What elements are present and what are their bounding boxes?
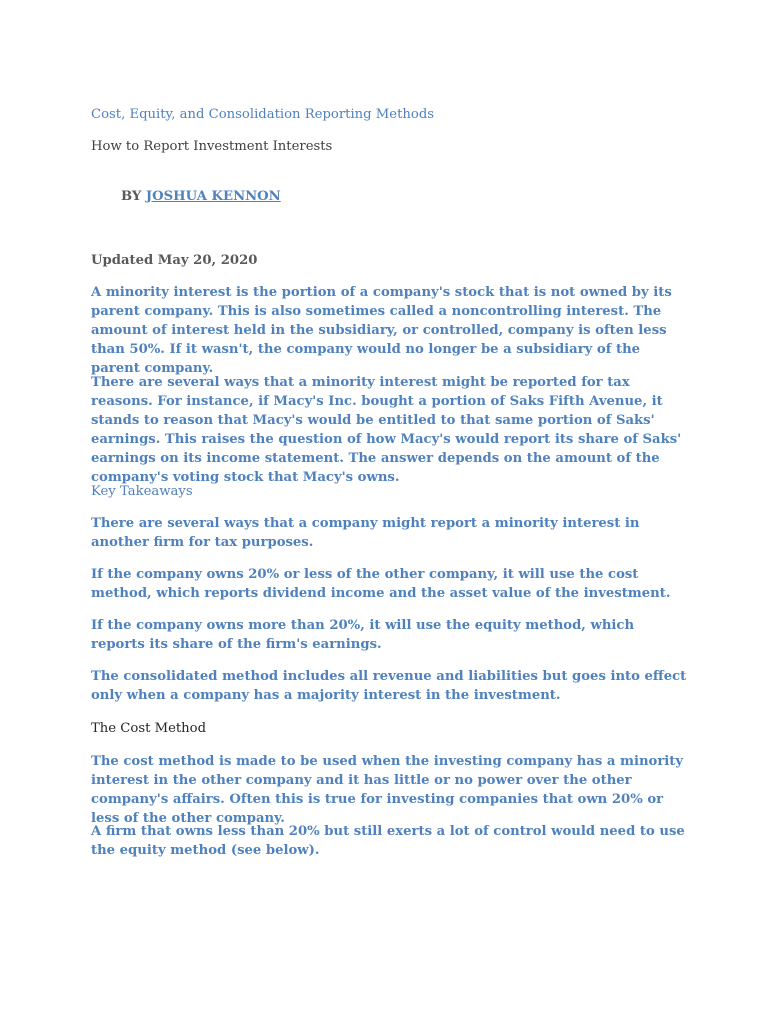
macys-example-paragraph: There are several ways that a minority interest might be reported for tax reasons. For instance, if Macy's Inc. bought a portion of Saks Fifth Avenue, it stands to reason that Macy's would be entitled to that same portion of Saks' earnings. This raises the question of how Macy's would report its share of Saks' earnings on its income statement. The answer depends on the amount of the company's voting stock that Macy's owns.: [91, 375, 682, 485]
cost-method-paragraph: The cost method is made to be used when the investing company has a minority interest in the other company and it has little or no power over the other company's affairs. Often this is true for investing companies that own 20% or less of the other company.: [91, 754, 684, 826]
takeaway-item: If the company owns more than 20%, it will use the equity method, which reports its share of the firm's earnings.: [91, 618, 635, 652]
cost-method-note-paragraph: A firm that owns less than 20% but still exerts a lot of control would need to use the equity method (see below).: [91, 824, 685, 858]
takeaway-item: There are several ways that a company might report a minority interest in another firm for tax purposes.: [91, 516, 640, 550]
intro-paragraph: A minority interest is the portion of a company's stock that is not owned by its parent company. This is also sometimes called a noncontrolling interest. The amount of interest held in the subsidiary, or controlled, company is often less than 50%. If it wasn't, the company would no longer be a subsidiary of the parent company.: [91, 285, 672, 376]
byline: [121, 187, 721, 206]
author-link[interactable]: JOSHUA KENNON: [145, 189, 281, 204]
document-subtitle: How to Report Investment Interests: [91, 139, 333, 154]
updated-date: Updated May 20, 2020: [91, 253, 258, 268]
key-takeaways-heading: Key Takeaways: [91, 484, 193, 499]
takeaway-item: The consolidated method includes all revenue and liabilities but goes into effect only when a company has a majority interest in the investment.: [91, 669, 687, 703]
document-title: Cost, Equity, and Consolidation Reporting Methods: [91, 107, 435, 122]
takeaway-item: If the company owns 20% or less of the other company, it will use the cost method, which reports dividend income and the asset value of the investment.: [91, 567, 671, 601]
cost-method-heading: The Cost Method: [91, 721, 207, 736]
byline-prefix: BY: [121, 189, 146, 204]
